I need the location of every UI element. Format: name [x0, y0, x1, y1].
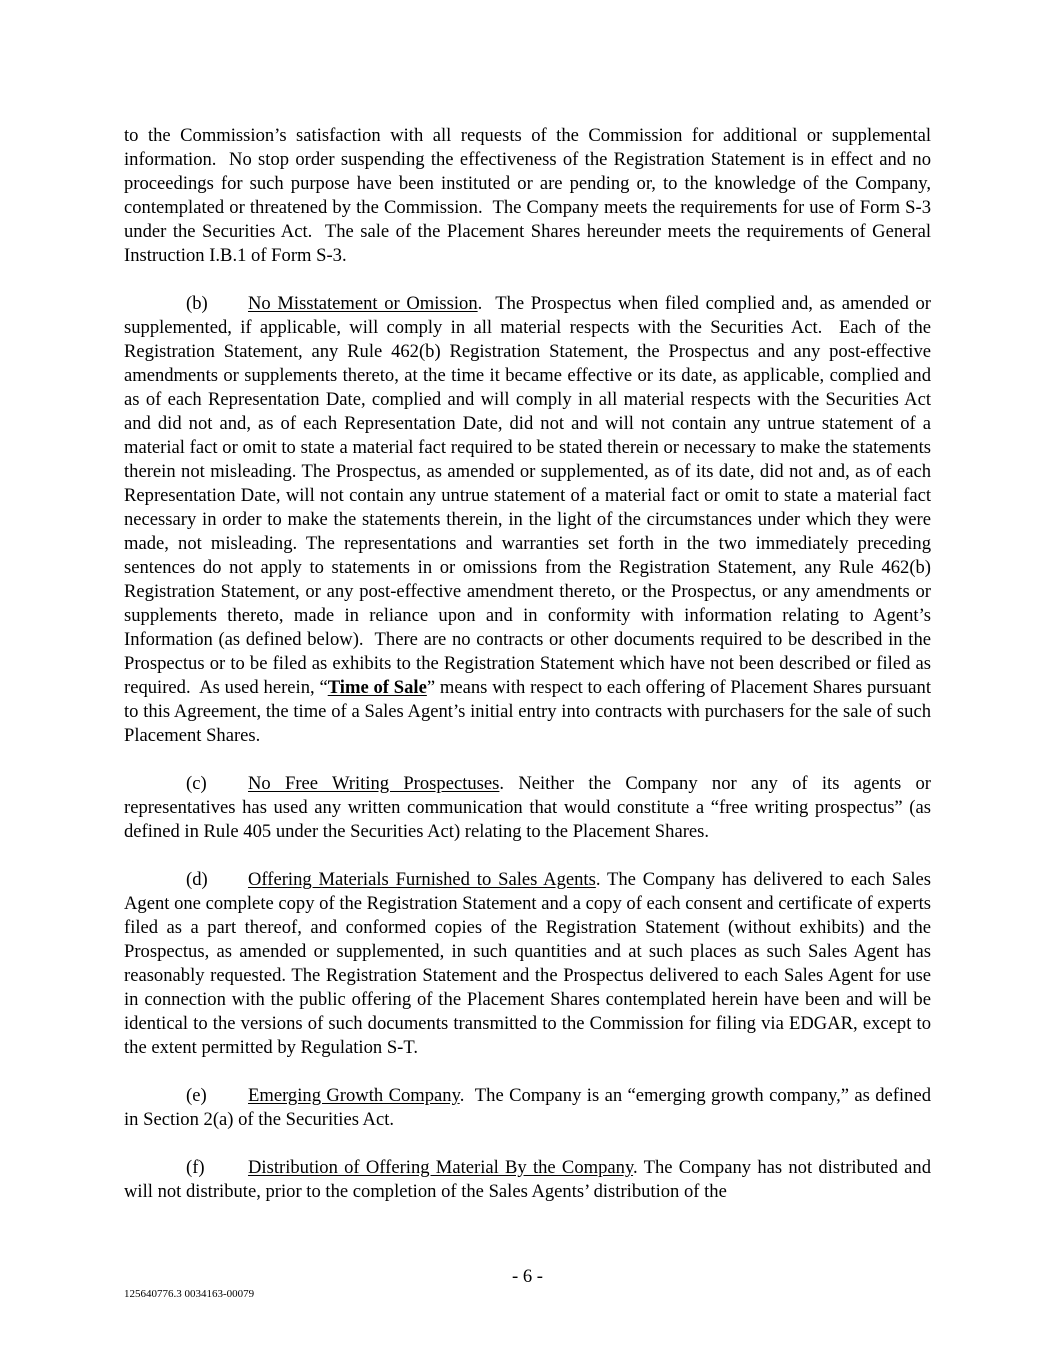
defined-term-time-of-sale: Time of Sale: [327, 677, 427, 698]
section-c-body: . Neither the Company nor any of its agents or representatives has used any written communication that would constitute a “free writing prospectus” (as defined in Rule 405 under the Securities Act) relating to the Placement Shares.: [124, 773, 931, 842]
section-f: [124, 1156, 931, 1204]
continuation-text: to the Commission’s satisfaction with all requests of the Commission for additional or supplemental information. No stop order suspending the effectiveness of the Registration Statement is in effect and no proceedings for such purpose have been instituted or are pending or, to the knowledge of the Company, contemplated or threatened by the Commission. The Company meets the requirements for use of Form S-3 under the Securities Act. The sale of the Placement Shares hereunder meets the requirements of General Instruction I.B.1 of Form S-3.: [124, 125, 931, 266]
section-d-label: (d): [186, 869, 208, 890]
section-b-body-1: . The Prospectus when filed complied and, as amended or supplemented, if applicable, will comply in all material respects with the Securities Act. Each of the Registration Statement, any Rule 462(b) Registration Statement, the Prospectus and any post-effective amendments or supplements thereto, at the time it became effective or its date, as applicable, complied and as of each Representation Date, complied and will comply in all material respects with the Securities Act and did not and, as of each Representation Date, did not and will not contain any untrue statement of a material fact or omit to state a material fact required to be stated therein or necessary to make the statements therein not misleading. The Prospectus, as amended or supplemented, as of its date, did not and, as of each Representation Date, will not contain any untrue statement of a material fact or omit to state a material fact necessary in order to make the statements therein, in the light of the circumstances under which they were made, not misleading. The representations and warranties set forth in the two immediately preceding sentences do not apply to statements in or omissions from the Registration Statement, any Rule 462(b) Registration Statement, or any post-effective amendment thereto, or the Prospectus, or any amendments or supplements thereto, made in reliance upon and in conformity with information relating to Agent’s Information (as defined below). There are no contracts or other documents required to be described in the Prospectus or to be filed as exhibits to the Registration Statement which have not been described or filed as required. As used herein, “: [124, 293, 931, 698]
section-d: [124, 868, 931, 1060]
page-number: - 6 -: [512, 1266, 543, 1287]
section-f-label: (f): [186, 1157, 205, 1178]
section-e: [124, 1084, 931, 1132]
section-b-title: No Misstatement or Omission: [248, 293, 478, 314]
section-f-body: . The Company has not distributed and will not distribute, prior to the completion of the Sales Agents’ distribution of the: [124, 1157, 931, 1202]
document-page: [124, 124, 931, 1228]
section-b-label: (b): [186, 293, 208, 314]
section-c-label: (c): [186, 773, 207, 794]
section-d-body: . The Company has delivered to each Sales Agent one complete copy of the Registration Statement and a copy of each consent and certificate of experts filed as a part thereof, and conformed copies of the Registration Statement (without exhibits) and the Prospectus, as amended or supplemented, in such quantities and at such places as such Sales Agent has reasonably requested. The Registration Statement and the Prospectus delivered to each Sales Agent for use in connection with the public offering of the Placement Shares contemplated herein have been and will be identical to the versions of such documents transmitted to the Commission for filing via EDGAR, except to the extent permitted by Regulation S-T.: [124, 869, 931, 1058]
section-d-title: Offering Materials Furnished to Sales Agents: [248, 869, 596, 890]
section-f-title: Distribution of Offering Material By the Company: [248, 1157, 634, 1178]
continuation-paragraph: [124, 124, 931, 268]
section-c: [124, 772, 931, 844]
section-b-body-2: ” means with respect to each offering of Placement Shares pursuant to this Agreement, the time of a Sales Agent’s initial entry into contracts with purchasers for the sale of such Placement Shares.: [124, 677, 931, 746]
document-id: 125640776.3 0034163-00079: [124, 1288, 255, 1300]
section-c-title: No Free Writing Prospectuses: [248, 773, 500, 794]
section-e-label: (e): [186, 1085, 207, 1106]
section-b: [124, 292, 931, 748]
section-e-title: Emerging Growth Company: [248, 1085, 460, 1106]
section-e-body: . The Company is an “emerging growth company,” as defined in Section 2(a) of the Securities Act.: [124, 1085, 931, 1130]
